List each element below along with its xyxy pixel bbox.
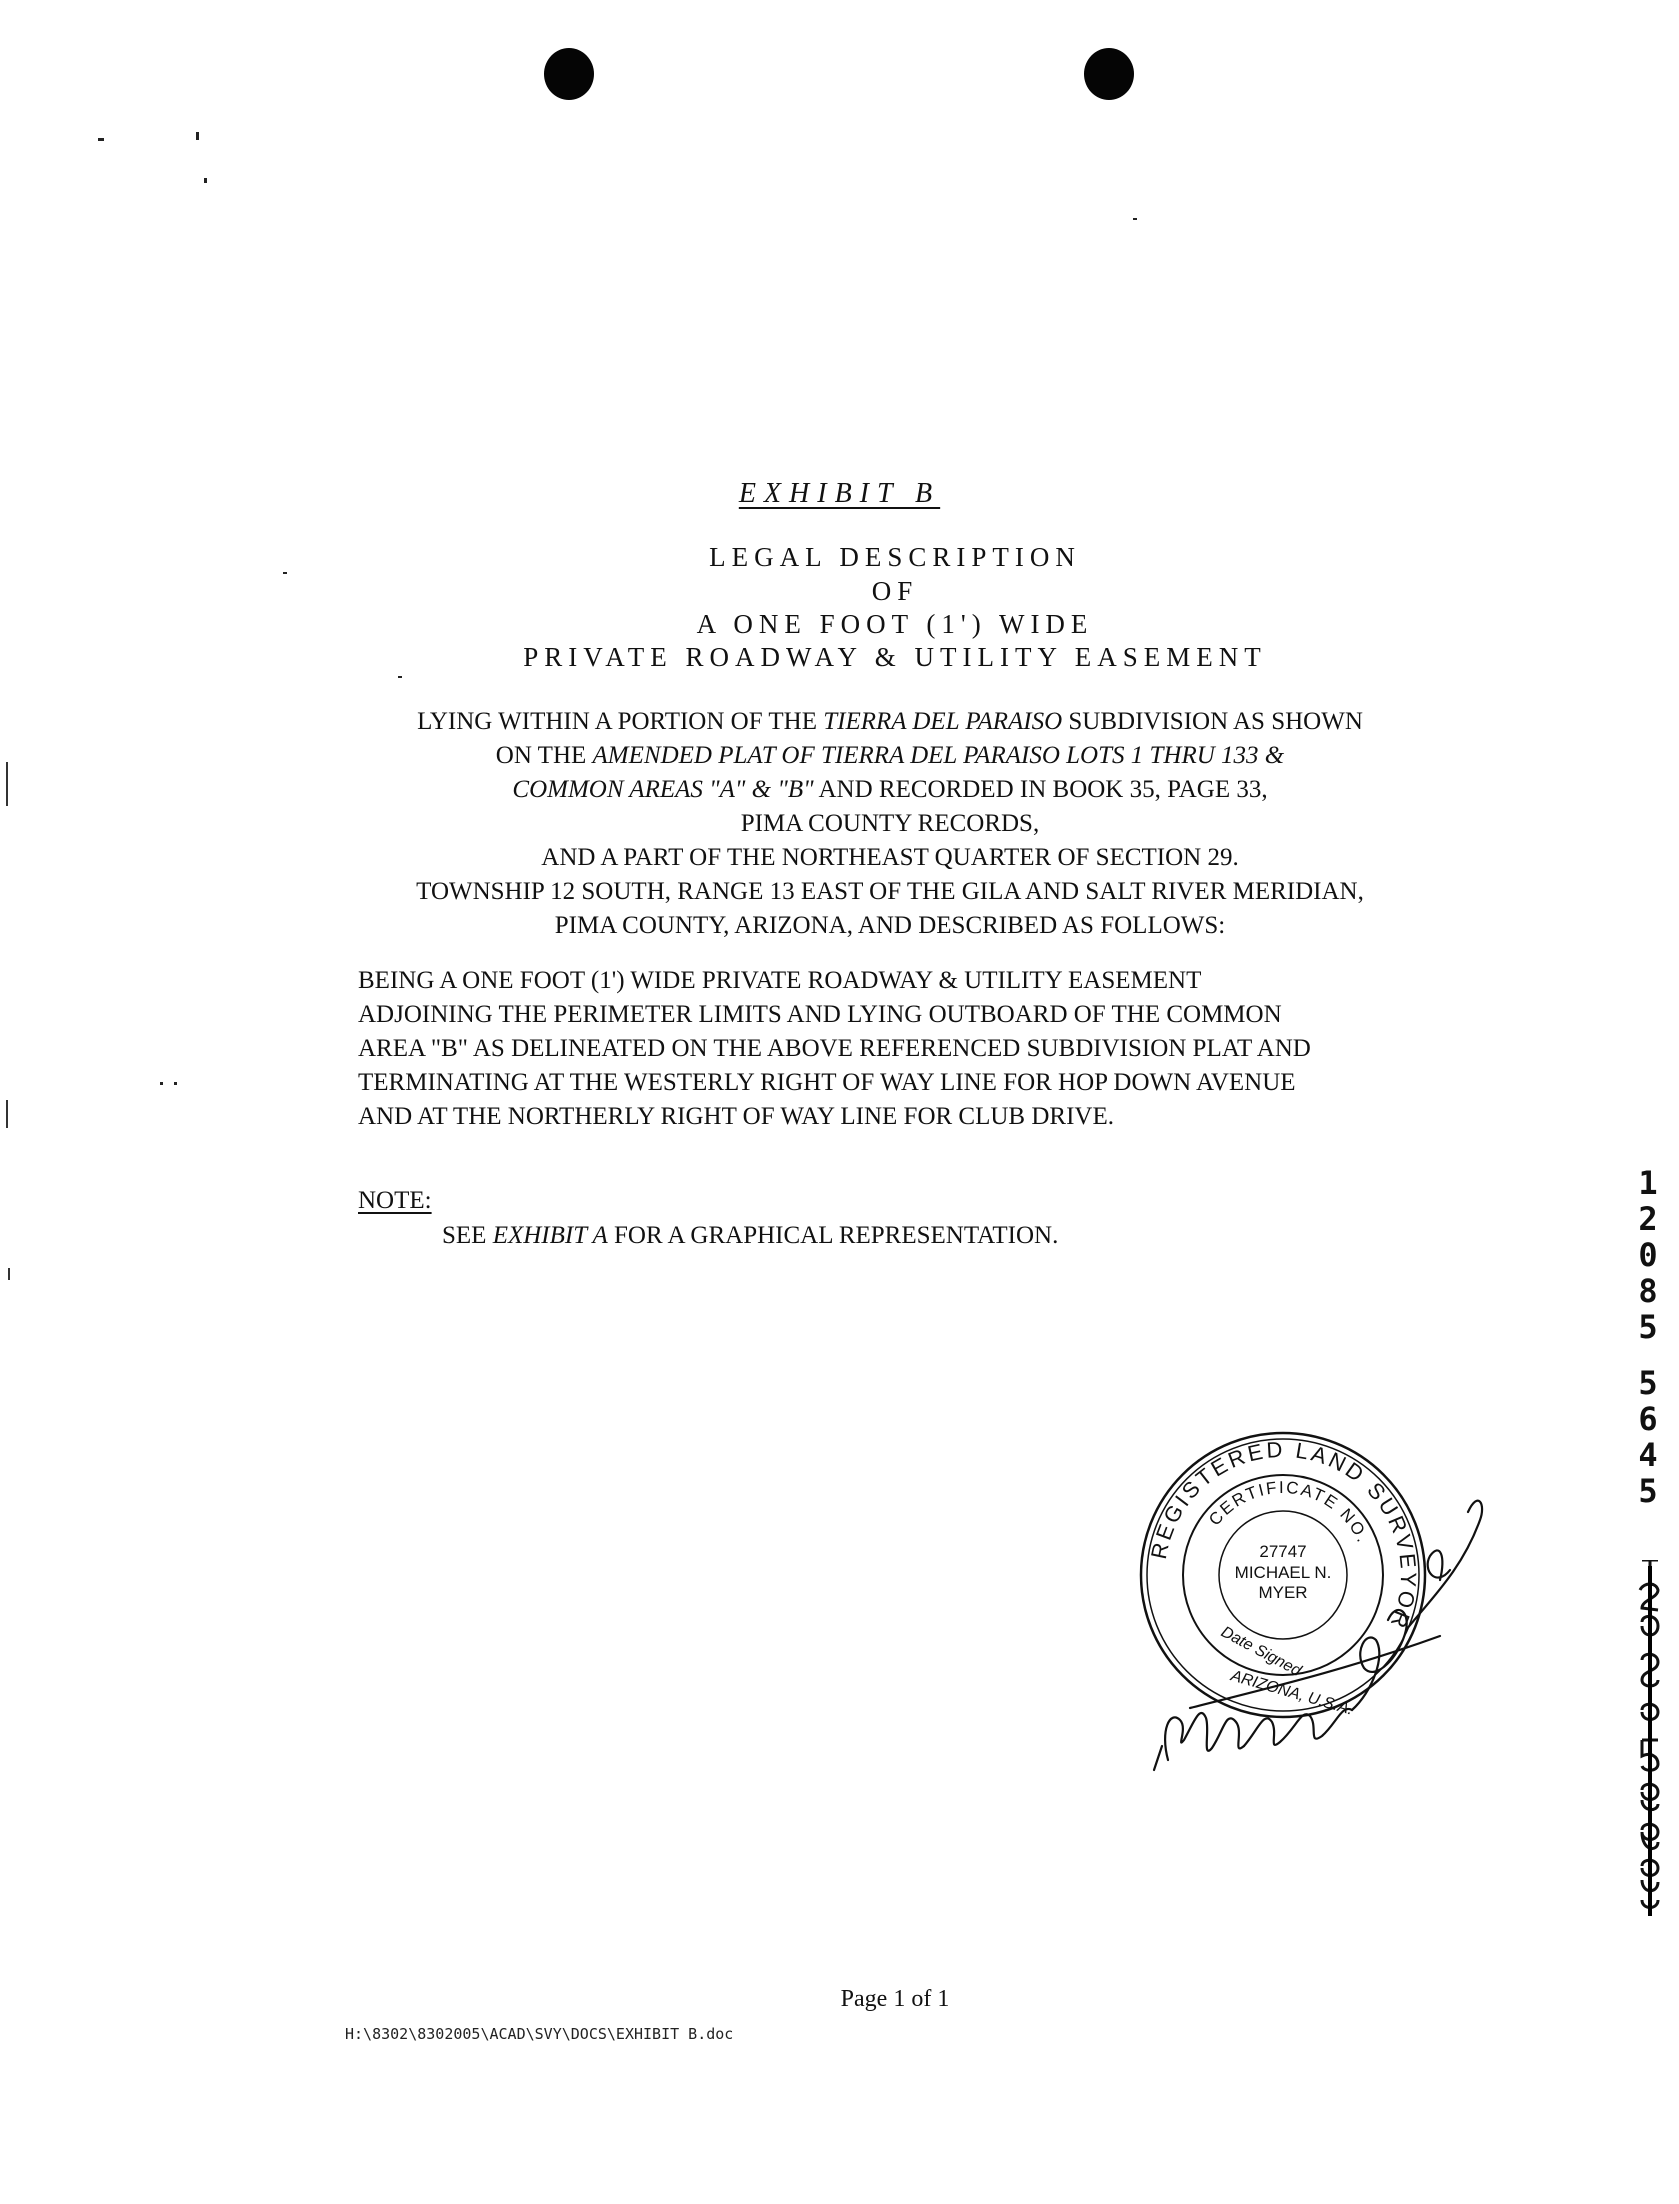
description-paragraph	[358, 964, 1438, 1134]
seal-certificate-number: 27747	[1259, 1542, 1307, 1561]
seal-name-line-2: MYER	[1258, 1583, 1308, 1602]
recording-digit: 8	[1638, 1272, 1658, 1310]
common-areas: COMMON AREAS "A" & "B"	[512, 776, 814, 803]
seal-name-line-1: MICHAEL N.	[1234, 1563, 1332, 1582]
intro-text: LYING WITHIN A PORTION OF THE	[417, 708, 824, 735]
page-number: Page 1 of 1	[840, 1986, 950, 2012]
scan-speck	[398, 676, 402, 678]
intro-line: PIMA COUNTY RECORDS,	[740, 810, 1040, 837]
recording-digit: 0	[1638, 1236, 1658, 1274]
exhibit-reference: EXHIBIT A	[492, 1222, 608, 1249]
scan-speck	[174, 1082, 177, 1085]
description-line: AND AT THE NORTHERLY RIGHT OF WAY LINE FOR CLUB DRIVE.	[358, 1103, 1114, 1130]
scan-speck	[1133, 218, 1137, 220]
intro-line: PIMA COUNTY, ARIZONA, AND DESCRIBED AS FOLLOWS:	[554, 912, 1226, 939]
intro-line	[355, 705, 1425, 739]
struck-margin-number	[1630, 1560, 1670, 1920]
recording-digit: 2	[1638, 1200, 1658, 1238]
intro-line: TOWNSHIP 12 SOUTH, RANGE 13 EAST OF THE GILA AND SALT RIVER MERIDIAN,	[416, 878, 1364, 905]
plat-name: AMENDED PLAT OF TIERRA DEL PARAISO LOTS 1 THRU 133 &	[592, 742, 1285, 769]
scan-speck	[160, 1082, 163, 1085]
intro-text: ON THE	[495, 742, 593, 769]
scan-speck	[196, 132, 199, 140]
recording-number	[1628, 1165, 1668, 1509]
intro-paragraph	[355, 705, 1425, 943]
seal-state: ARIZONA, U.S.A.	[1228, 1667, 1355, 1719]
seal-inner-text: CERTIFICATE NO.	[1205, 1477, 1374, 1547]
description-line: ADJOINING THE PERIMETER LIMITS AND LYING OUTBOARD OF THE COMMON	[358, 1001, 1282, 1028]
punch-hole-right	[1084, 48, 1134, 100]
description-line: BEING A ONE FOOT (1') WIDE PRIVATE ROADWAY & UTILITY EASEMENT	[358, 967, 1202, 994]
note-text	[442, 1222, 1058, 1250]
description-line: TERMINATING AT THE WESTERLY RIGHT OF WAY LINE FOR HOP DOWN AVENUE	[358, 1069, 1296, 1096]
heading-line-4: PRIVATE ROADWAY & UTILITY EASEMENT	[523, 642, 1267, 672]
recording-digit: 1	[1638, 1164, 1658, 1202]
scan-speck	[98, 138, 104, 141]
note-label: NOTE:	[358, 1187, 432, 1214]
intro-text: SUBDIVISION AS SHOWN	[1062, 708, 1363, 735]
punch-hole-left	[544, 48, 594, 100]
scan-edge-mark	[8, 1268, 10, 1280]
intro-text: AND RECORDED IN BOOK 35, PAGE 33,	[813, 776, 1268, 803]
note-text-part: FOR A GRAPHICAL REPRESENTATION.	[607, 1222, 1059, 1249]
digit-gap	[1628, 1345, 1668, 1365]
seal-outer-text: REGISTERED LAND SURVEYOR	[1145, 1436, 1422, 1635]
seal-date-label: Date Signed	[1218, 1623, 1304, 1680]
exhibit-title: EXHIBIT B	[738, 478, 941, 509]
note-text-part: SEE	[442, 1222, 493, 1249]
intro-line: AND A PART OF THE NORTHEAST QUARTER OF SECTION 29.	[541, 844, 1239, 871]
intro-line	[355, 739, 1425, 773]
recording-digit: 5	[1638, 1364, 1658, 1402]
heading-line-1: LEGAL DESCRIPTION	[709, 542, 1081, 572]
file-path: H:\8302\8302005\ACAD\SVY\DOCS\EXHIBIT B.doc	[345, 2025, 734, 2043]
heading-line-2: OF	[871, 576, 919, 606]
description-line: AREA "B" AS DELINEATED ON THE ABOVE REFERENCED SUBDIVISION PLAT AND	[358, 1035, 1311, 1062]
subdivision-name: TIERRA DEL PARAISO	[823, 708, 1063, 735]
recording-digit: 5	[1638, 1308, 1658, 1346]
scan-edge-mark	[6, 762, 8, 806]
intro-line	[355, 773, 1425, 807]
heading-line-3: A ONE FOOT (1') WIDE	[696, 609, 1094, 639]
scan-speck	[204, 178, 207, 183]
surveyor-signature	[1140, 1460, 1500, 1780]
scan-edge-mark	[6, 1100, 8, 1128]
recording-digit: 6	[1638, 1400, 1658, 1438]
recording-digit: 4	[1638, 1436, 1658, 1474]
recording-digit: 5	[1638, 1472, 1658, 1510]
